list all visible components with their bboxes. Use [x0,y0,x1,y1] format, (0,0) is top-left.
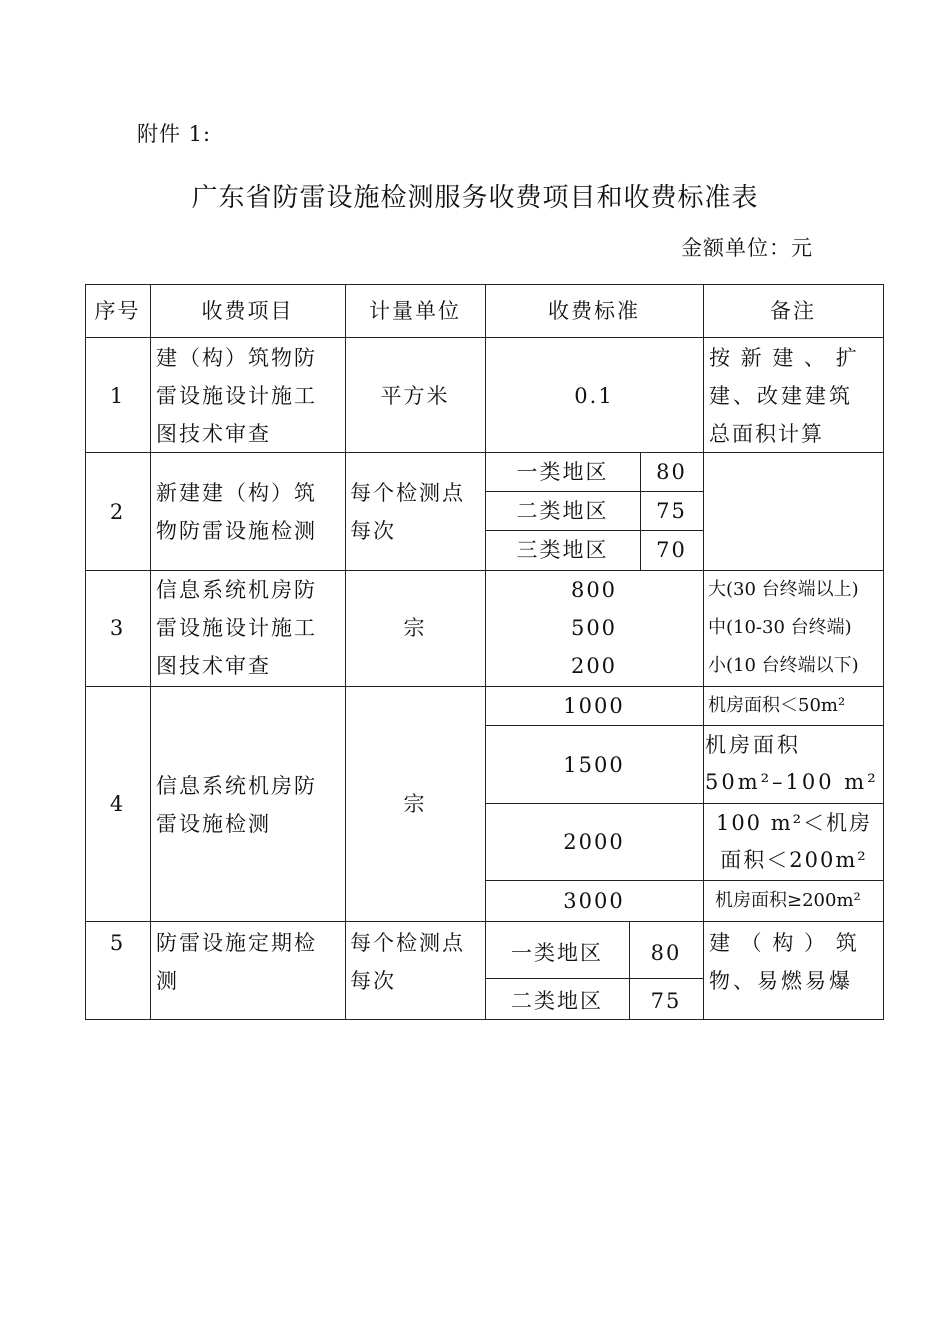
price-cell: 1500 [563,753,625,777]
price-cell: 500 [570,616,618,640]
price-cell: 800 [570,578,618,602]
note-line: 建 （ 构 ） 筑 [709,931,859,955]
note-line: 物、易燃易爆 [709,969,853,993]
item-line: 雷设施设计施工 [156,384,317,408]
unit-cell: 宗 [403,792,427,816]
unit-line: 每次 [350,519,396,543]
note-line: 中(10-30 台终端) [708,617,852,638]
sub-row-divider [485,880,884,881]
price-cell: 3000 [563,889,625,913]
item-line: 雷设施检测 [156,812,271,836]
header-item: 收费项目 [201,299,294,323]
item-line: 信息系统机房防 [156,774,317,798]
note-line: 总面积计算 [709,422,824,446]
column-divider [150,284,151,1020]
price-cell: 200 [570,654,618,678]
unit-label: 金额单位：元 [681,236,813,260]
region-cell: 一类地区 [516,460,609,484]
price-cell: 80 [656,460,687,484]
fee-table [85,284,884,1020]
note-cell: 100 m²＜机房面积＜200m² [715,811,873,872]
item-line: 图技术审查 [156,654,271,678]
row-no: 4 [109,792,126,816]
sub-row-divider [485,803,884,804]
note-cell: 机房面积 50m²–100 m² [705,733,879,794]
item-line: 信息系统机房防 [156,578,317,602]
item-line: 物防雷设施检测 [156,519,317,543]
row-no: 1 [109,384,126,408]
column-divider [703,284,704,1020]
note-cell: 机房面积≥200m² [715,890,861,911]
note-line: 小(10 台终端以下) [708,655,859,676]
unit-line: 每个检测点 [350,481,465,505]
row-no: 3 [109,616,126,640]
header-no: 序号 [94,299,141,323]
header-unit: 计量单位 [369,299,461,323]
sub-row-divider [485,978,703,979]
sub-row-divider [485,725,884,726]
price-cell: 1000 [563,694,625,718]
header-standard: 收费标准 [548,299,640,323]
unit-line: 每次 [350,969,396,993]
region-cell: 三类地区 [516,538,609,562]
unit-cell: 平方米 [380,384,450,408]
unit-line: 每个检测点 [350,931,465,955]
document-title: 广东省防雷设施检测服务收费项目和收费标准表 [191,183,759,213]
region-cell: 二类地区 [516,499,609,523]
price-cell: 2000 [563,830,625,854]
region-cell: 一类地区 [511,941,603,965]
item-line: 建（构）筑物防 [156,346,317,370]
item-line: 图技术审查 [156,422,271,446]
region-cell: 二类地区 [511,989,603,1013]
item-line: 新建建（构）筑 [156,481,317,505]
price-cell: 70 [656,538,687,562]
price-cell: 75 [650,989,682,1013]
row-no: 2 [109,500,126,524]
item-line: 雷设施设计施工 [156,616,317,640]
item-line: 测 [156,969,179,993]
note-line: 建、改建建筑 [709,384,853,408]
standard-cell: 0.1 [574,384,614,408]
item-line: 防雷设施定期检 [156,931,317,955]
note-line: 大(30 台终端以上) [708,579,859,600]
row-no: 5 [109,931,126,955]
header-note: 备注 [770,299,816,323]
note-cell: 机房面积＜50m² [708,695,846,716]
table-border-right [883,284,884,1020]
unit-cell: 宗 [403,616,427,640]
price-cell: 75 [656,499,687,523]
note-line: 按 新 建 、 扩 [709,346,859,370]
attachment-label: 附件 1: [137,122,212,146]
price-cell: 80 [650,941,682,965]
